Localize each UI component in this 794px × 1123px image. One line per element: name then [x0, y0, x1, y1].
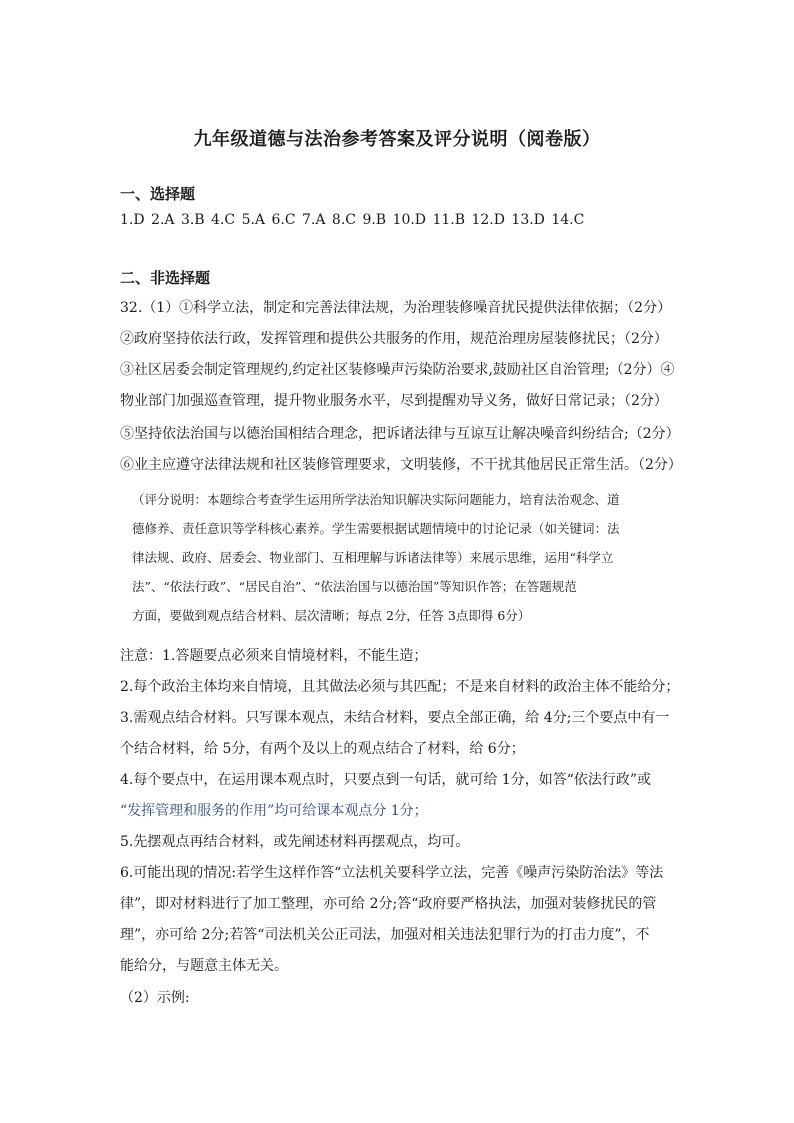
- note-line: 2.每个政治主体均来自情境，且其做法必须与其匹配；不是来自材料的政治主体不能给分；: [120, 679, 680, 695]
- q32-answer-line: ⑥业主应遵守法律法规和社区装修管理要求，文明装修，不干扰其他居民正常生活。（2分）: [120, 457, 682, 473]
- scoring-explanation: [132, 485, 680, 630]
- note-line: “发挥管理和服务的作用”均可给课本观点分 1分；: [120, 803, 428, 819]
- note-line: 个结合材料，给 5分，有两个及以上的观点结合了材料，给 6分；: [120, 741, 525, 757]
- q32-answer-line: ⑤坚持依法治国与以德治国相结合理念，把诉诸法律与互谅互让解决噪音纠纷结合;（2分）: [120, 426, 680, 442]
- note-line: 能给分，与题意主体无关。: [120, 958, 288, 974]
- note-line: 3.需观点结合材料。只写课本观点，未结合材料，要点全部正确，给 4分;三个要点中有一: [120, 710, 670, 726]
- note-line: 6.可能出现的情况:若学生这样作答“立法机关要科学立法，完善《噪声污染防治法》等法: [120, 865, 664, 881]
- scoring-explanation-line: 方面，要做到观点结合材料、层次清晰；每点 2分，任答 3点即得 6分）: [132, 608, 531, 623]
- q32-answer-line: ③社区居委会制定管理规约,约定社区装修噪声污染防治要求,鼓励社区自治管理;（2分）④: [120, 362, 675, 378]
- q32-answer-line: 物业部门加强巡查管理，提升物业服务水平，尽到提醒劝导义务，做好日常记录；（2分）: [120, 393, 668, 409]
- page-title: 九年级道德与法治参考答案及评分说明（阅卷版）: [193, 129, 601, 150]
- note-line: 5.先摆观点再结合材料，或先阐述材料再摆观点，均可。: [120, 834, 470, 850]
- sub-question-2-label: （2）示例:: [120, 990, 190, 1006]
- q32-answer-line: ②政府坚持依法行政，发挥管理和提供公共服务的作用，规范治理房屋装修扰民；（2分）: [120, 331, 668, 347]
- section-choice-heading: 一、选择题: [120, 185, 196, 203]
- section-nonchoice-heading: 二、非选择题: [120, 269, 211, 287]
- scoring-explanation-line: 法”、“依法行政”、“居民自治”、“依法治国与以德治国”等知识作答；在答题规范: [132, 579, 577, 594]
- note-line: 律”，即对材料进行了加工整理，亦可给 2分;答“政府要严格执法，加强对装修扰民的管: [120, 896, 657, 912]
- q32-answer-line: 32.（1）①科学立法，制定和完善法律法规，为治理装修噪音扰民提供法律依据；（2分）: [120, 300, 672, 316]
- scoring-explanation-line: 德修养、责任意识等学科核心素养。学生需要根据试题情境中的讨论记录（如关键词：法: [132, 521, 620, 536]
- choice-answers: 1.D 2.A 3.B 4.C 5.A 6.C 7.A 8.C 9.B 10.D 11.B 12.D 13.D 14.C: [120, 212, 585, 228]
- note-line: 注意：1.答题要点必须来自情境材料，不能生造；: [120, 648, 428, 664]
- scoring-explanation-line: 律法规、政府、居委会、物业部门、互相理解与诉诸法律等）来展示思维，运用“科学立: [132, 550, 614, 565]
- scoring-explanation-line: （评分说明：本题综合考查学生运用所学法治知识解决实际问题能力，培育法治观念、道: [132, 492, 620, 507]
- note-line: 理”，亦可给 2分;若答“司法机关公正司法，加强对相关违法犯罪行为的打击力度”，不: [120, 927, 650, 943]
- note-line: 4.每个要点中，在运用课本观点时，只要点到一句话，就可给 1分，如答“依法行政”或: [120, 772, 652, 788]
